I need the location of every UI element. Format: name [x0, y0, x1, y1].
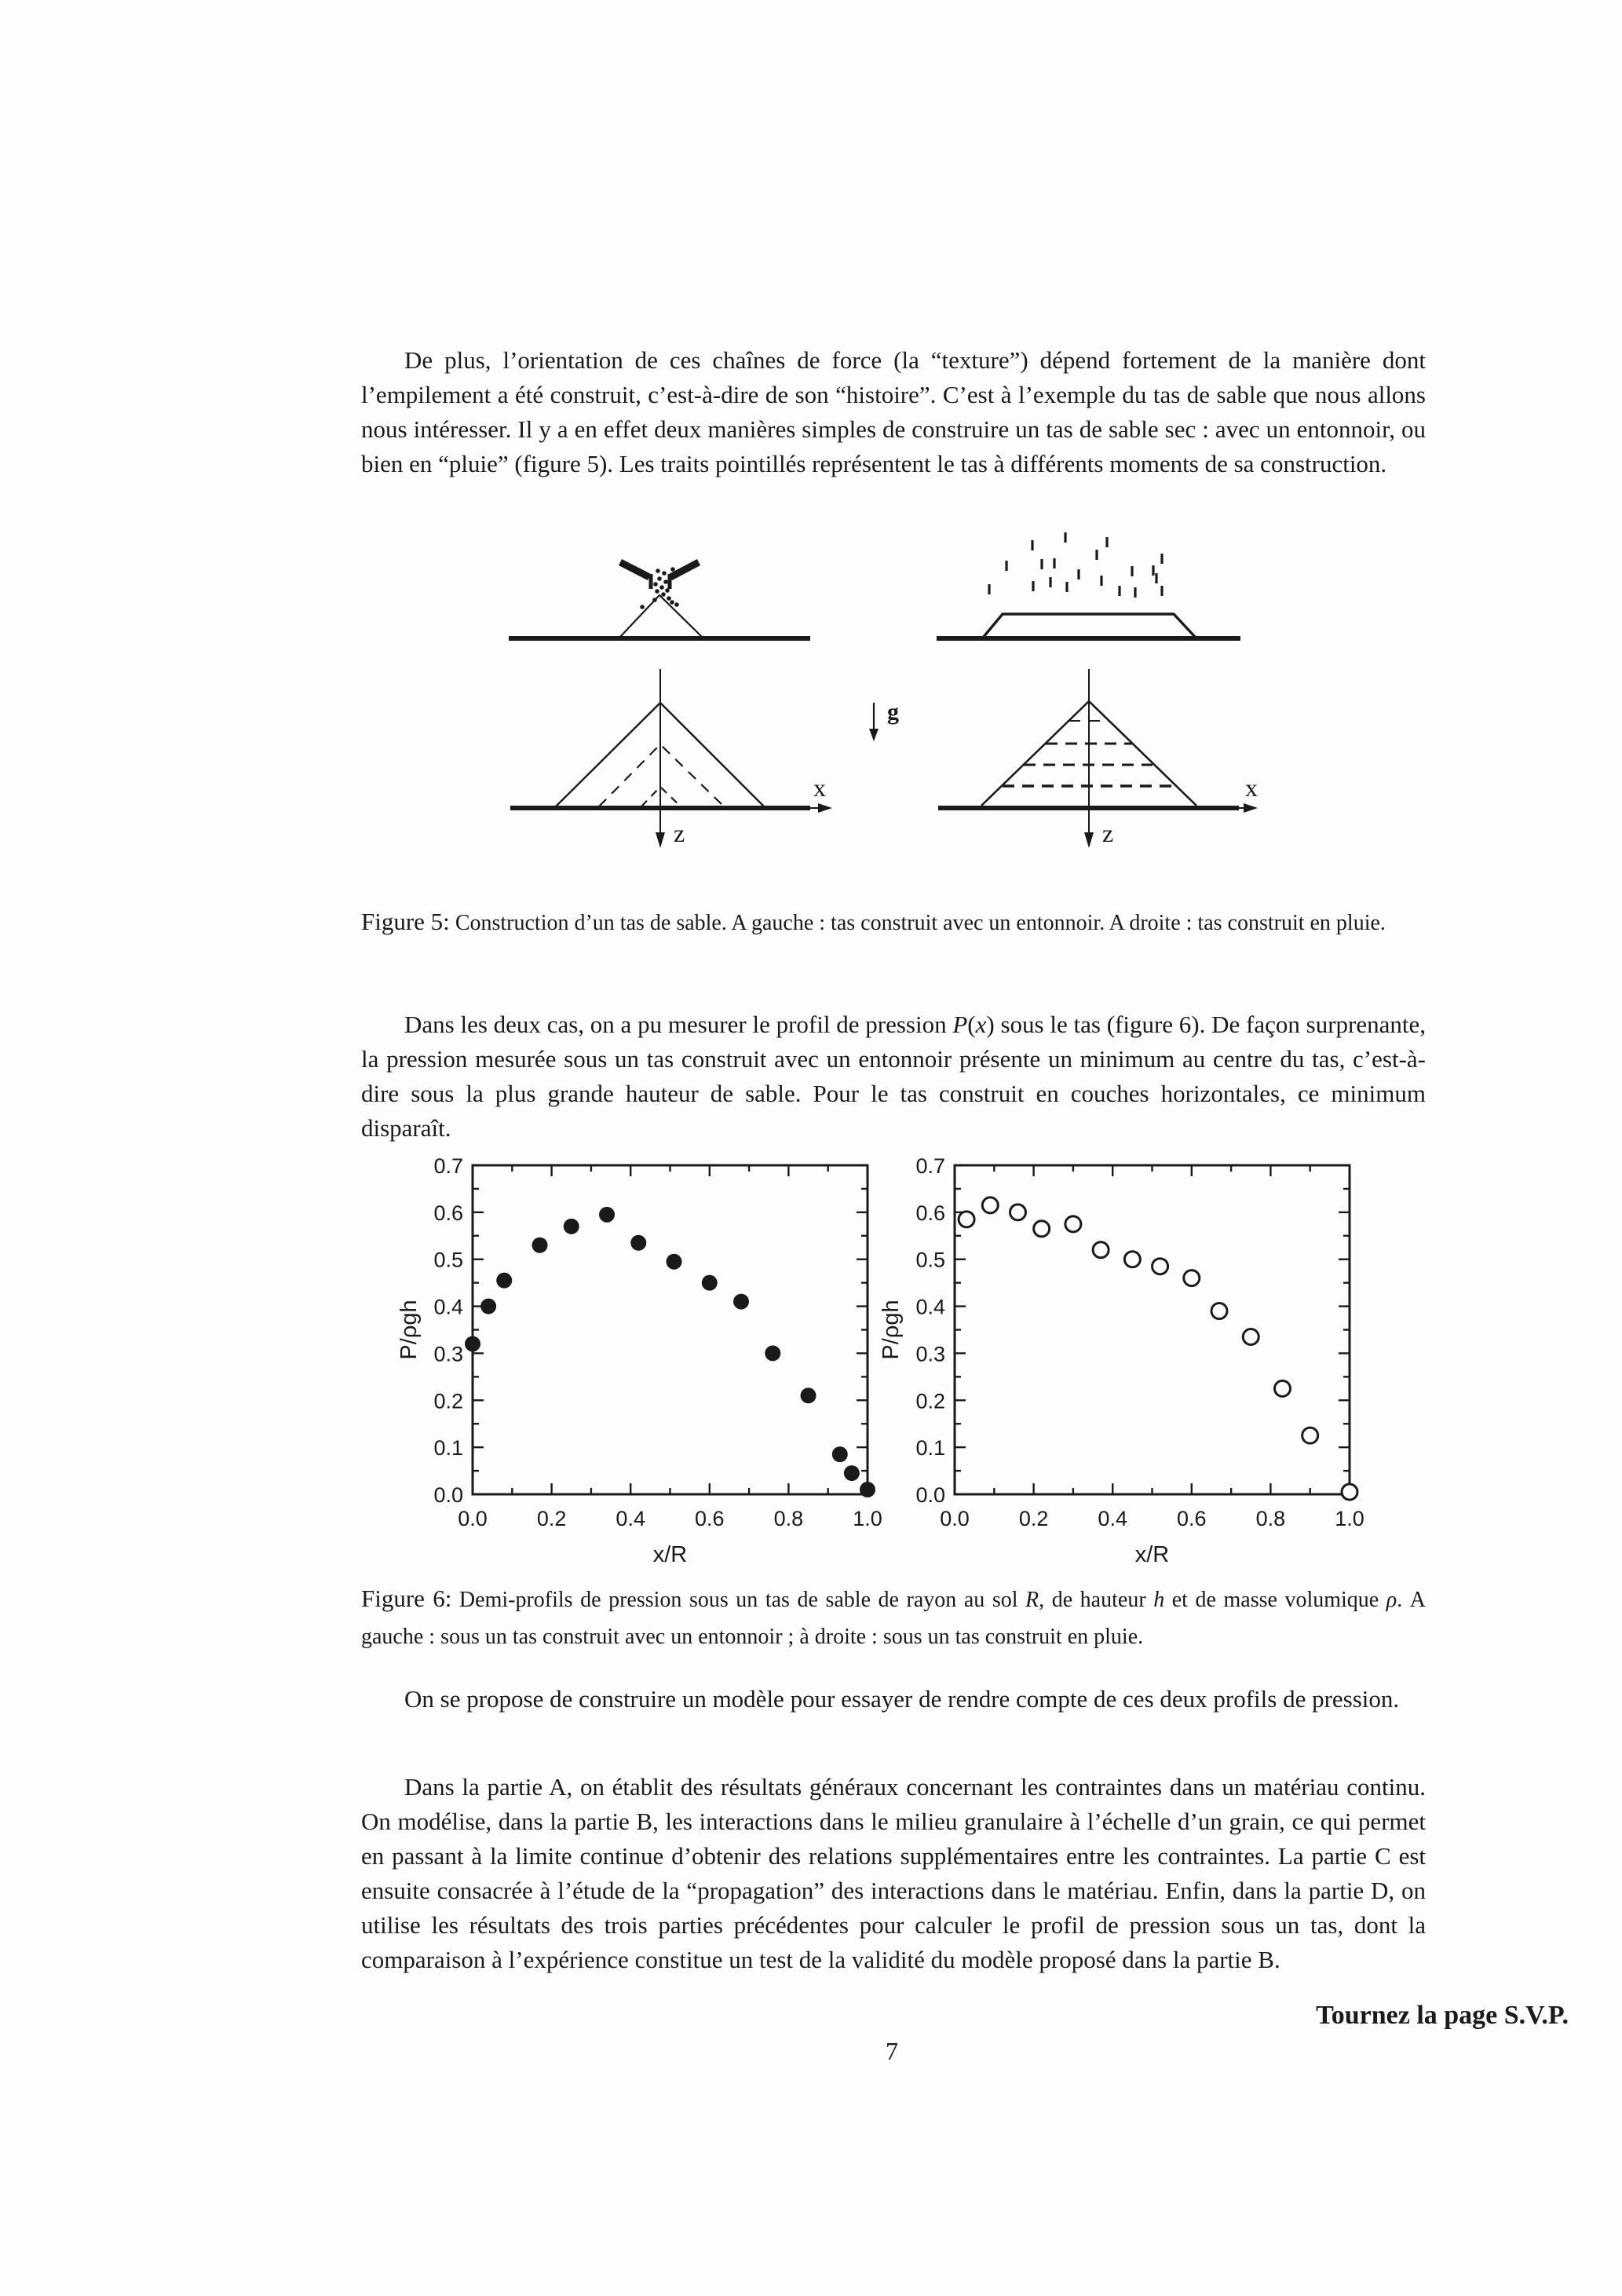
paragraph-intro-texture: De plus, l’orientation de ces chaînes de force (la “texture”) dépend fortement de la manière dont l’empilement a été construit, c’est-à-dire de son “histoire”. C’est à l’exemple du tas de sable que nous allons nous intéresser. Il y a en effet deux manières simples de construire un tas de sable sec : avec un entonnoir, ou bien en “pluie” (figure 5). Les traits pointillés représentent le tas à différents moments de sa construction.: [361, 346, 1426, 477]
figure6-caption-text: Demi-profils de pression sous un tas de sable de rayon au sol R, de hauteur h et de masse volumique ρ. A gauche : sous un tas construit avec un entonnoir ; à droite : sous un tas construit en pluie.: [361, 1588, 1427, 1649]
y-tick-label: 0.1: [433, 1436, 463, 1461]
x-tick-label: 1.0: [853, 1507, 882, 1530]
data-point: [1184, 1270, 1200, 1286]
data-point: [702, 1275, 718, 1291]
y-tick-label: 0.2: [433, 1389, 463, 1413]
data-point: [1010, 1205, 1025, 1220]
x-tick-label: 0.8: [1255, 1507, 1286, 1530]
x-axis-label: x: [813, 773, 826, 802]
funnel-diagram: [509, 562, 810, 638]
sand-pile-small: [619, 595, 703, 638]
z-arrowhead: [656, 832, 665, 848]
data-point: [733, 1294, 749, 1310]
data-point: [667, 1254, 682, 1270]
y-tick-label: 0.1: [915, 1436, 945, 1461]
y-tick-label: 0.6: [915, 1201, 945, 1225]
x-tick-label: 0.6: [1177, 1507, 1207, 1530]
data-point: [844, 1465, 860, 1481]
data-point: [959, 1212, 974, 1227]
data-point: [564, 1219, 579, 1234]
y-tick-label: 0.7: [915, 1154, 945, 1178]
data-point: [860, 1482, 875, 1497]
x-tick-label: 1.0: [1335, 1507, 1364, 1530]
data-point: [480, 1299, 496, 1314]
figure5-caption: [361, 903, 1426, 941]
y-tick-label: 0.2: [915, 1389, 945, 1413]
x-arrowhead: [818, 803, 832, 813]
x-arrowhead: [1244, 803, 1258, 813]
y-tick-label: 0.0: [433, 1483, 463, 1507]
x-tick-label: 0.0: [940, 1507, 970, 1530]
x-tick-label: 0.6: [695, 1507, 725, 1530]
figure5-caption-text: Construction d’un tas de sable. A gauche : tas construit avec un entonnoir. A droite : tas construit en pluie.: [455, 911, 1386, 935]
gravity-arrow: [869, 699, 899, 741]
rain-diagram: [937, 532, 1240, 638]
sand-layer-trapezoid: [983, 614, 1196, 638]
pile-stage-dashed: [599, 744, 724, 806]
gravity-label: g: [887, 699, 899, 725]
y-tick-label: 0.5: [915, 1248, 945, 1272]
data-point: [496, 1273, 512, 1289]
z-axis-label: z: [1102, 819, 1114, 847]
plot-frame: [473, 1165, 868, 1494]
data-point: [982, 1197, 998, 1213]
z-arrowhead: [1084, 832, 1094, 848]
y-axis-title: P/ρgh: [879, 1300, 904, 1360]
figure6-left-chart: [393, 1143, 895, 1570]
data-point: [1211, 1303, 1227, 1319]
x-axis-title: x/R: [1134, 1542, 1170, 1567]
data-point: [1243, 1329, 1259, 1344]
z-axis-label: z: [674, 819, 685, 847]
figure6-caption-label: Figure 6:: [361, 1585, 452, 1612]
y-tick-label: 0.0: [915, 1483, 945, 1507]
paragraph-model-proposal: On se propose de construire un modèle pour essayer de rendre compte de ces deux profils de pression.: [404, 1685, 1400, 1713]
x-tick-label: 0.2: [1018, 1507, 1049, 1530]
rain-dashes: [989, 532, 1162, 598]
x-tick-label: 0.4: [616, 1507, 645, 1530]
y-tick-label: 0.4: [433, 1295, 463, 1319]
figure5-drawing: [440, 503, 1311, 895]
data-point: [599, 1207, 615, 1223]
data-point: [630, 1235, 646, 1251]
data-point: [1093, 1242, 1109, 1258]
turn-page-note: Tournez la page S.V.P.: [1316, 2001, 1569, 2030]
paragraph-outline-parts: Dans la partie A, on établit des résultats généraux concernant les contraintes dans un matériau continu. On modélise, dans la partie B, les interactions dans le milieu granulaire à l’échelle d’un grain, ce qui permet en passant à la limite continue d’obtenir des relations supplémentaires entre les contraintes. La partie C est ensuite consacrée à l’étude de la “propagation” des interactions dans le matériau. Enfin, dans la partie D, on utilise les résultats des trois parties précédentes pour calculer le profil de pression sous un tas, dont la comparaison à l’expérience constitue un test de la validité du modèle proposé dans la partie B.: [361, 1773, 1426, 1973]
x-tick-label: 0.2: [536, 1507, 567, 1530]
data-point: [1302, 1428, 1318, 1443]
data-point: [1034, 1221, 1050, 1237]
x-tick-label: 0.0: [458, 1507, 488, 1530]
x-tick-label: 0.8: [773, 1507, 804, 1530]
y-tick-label: 0.3: [915, 1342, 945, 1366]
y-tick-label: 0.6: [433, 1201, 463, 1225]
y-tick-label: 0.3: [433, 1342, 463, 1366]
paragraph-pressure-profile: Dans les deux cas, on a pu mesurer le profil de pression P(x) sous le tas (figure 6). De façon surprenante, la pression mesurée sous un tas construit avec un entonnoir présente un minimum au centre du tas, c’est-à-dire sous la plus grande hauteur de sable. Pour le tas construit en couches horizontales, ce minimum disparaît.: [361, 1011, 1427, 1142]
data-point: [1124, 1252, 1140, 1267]
rain-pile-section: [938, 669, 1258, 848]
data-point: [1065, 1216, 1081, 1232]
funnel-left-arm: [620, 562, 649, 577]
data-point: [801, 1387, 816, 1403]
data-point: [465, 1336, 480, 1351]
figure5-caption-label: Figure 5:: [361, 908, 450, 935]
data-point: [1342, 1484, 1357, 1500]
data-point: [1153, 1259, 1168, 1274]
y-tick-label: 0.7: [433, 1154, 463, 1178]
x-axis-title: x/R: [652, 1542, 688, 1567]
x-tick-label: 0.4: [1098, 1507, 1127, 1530]
arrowhead: [869, 729, 879, 741]
y-axis-title: P/ρgh: [396, 1300, 422, 1360]
data-point: [765, 1345, 780, 1361]
page-number: 7: [886, 2037, 898, 2065]
funnel-pile-section: [510, 669, 832, 848]
figure6-caption: [361, 1580, 1426, 1655]
x-axis-label: x: [1245, 773, 1258, 802]
figure6-right-chart: [875, 1143, 1378, 1570]
data-point: [532, 1238, 548, 1253]
data-point: [832, 1446, 848, 1462]
y-tick-label: 0.4: [915, 1295, 945, 1319]
y-tick-label: 0.5: [433, 1248, 463, 1272]
data-point: [1274, 1380, 1290, 1396]
